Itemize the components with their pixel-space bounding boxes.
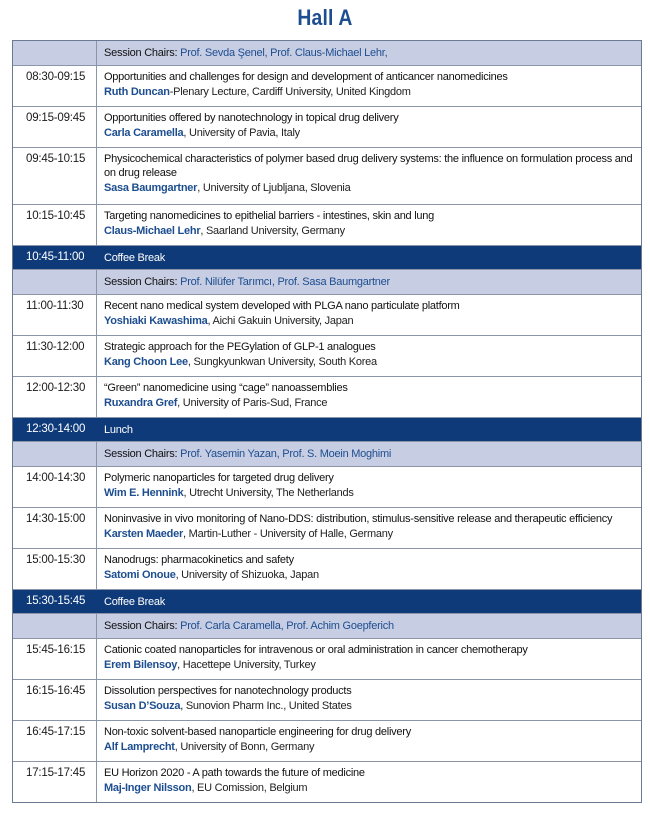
chair-names: Prof. Carla Caramella, Prof. Achim Goepferich	[180, 620, 394, 632]
speaker-line	[104, 568, 633, 582]
session-chairs-row	[13, 41, 641, 66]
time-cell: 11:30-12:00	[13, 336, 97, 376]
time-cell	[13, 442, 97, 466]
speaker-affiliation: , Martin-Luther - University of Halle, Germany	[183, 528, 393, 540]
schedule-row	[13, 467, 641, 508]
time-cell: 09:45-10:15	[13, 148, 97, 204]
talk-title: Physicochemical characteristics of polymer based drug delivery systems: the influence on formulation process and on drug release	[104, 153, 633, 179]
time-cell	[13, 270, 97, 294]
schedule-row	[13, 148, 641, 205]
chairs-label: Session Chairs:	[104, 620, 178, 632]
schedule-table	[12, 40, 642, 803]
talk-cell	[97, 508, 641, 548]
talk-title: Polymeric nanoparticles for targeted drug delivery	[104, 472, 334, 484]
speaker-name: Satomi Onoue	[104, 569, 176, 581]
speaker-line	[104, 224, 633, 238]
speaker-line	[104, 658, 633, 672]
speaker-affiliation: , Saarland University, Germany	[200, 225, 345, 237]
speaker-name: Kang Choon Lee	[104, 356, 188, 368]
schedule-row	[13, 336, 641, 377]
speaker-affiliation: , University of Bonn, Germany	[174, 741, 315, 753]
speaker-affiliation: , Aichi Gakuin University, Japan	[207, 315, 354, 327]
talk-title: Nanodrugs: pharmacokinetics and safety	[104, 554, 294, 566]
speaker-name: Susan D’Souza	[104, 700, 181, 712]
break-label: Coffee Break	[104, 252, 166, 264]
talk-cell	[97, 336, 641, 376]
speaker-line	[104, 740, 633, 754]
time-cell	[13, 41, 97, 65]
speaker-line	[104, 699, 633, 713]
schedule-row	[13, 721, 641, 762]
speaker-name: Wim E. Hennink	[104, 487, 184, 499]
speaker-line	[104, 126, 633, 140]
talk-cell	[97, 148, 641, 204]
talk-cell	[97, 66, 641, 106]
speaker-affiliation: , Hacettepe University, Turkey	[177, 659, 316, 671]
talk-title: EU Horizon 2020 - A path towards the future of medicine	[104, 767, 365, 779]
speaker-name: Karsten Maeder	[104, 528, 184, 540]
schedule-row	[13, 549, 641, 590]
break-row	[13, 418, 641, 442]
talk-cell	[97, 762, 641, 802]
time-cell: 14:00-14:30	[13, 467, 97, 507]
session-chairs-row	[13, 270, 641, 295]
speaker-line	[104, 355, 633, 369]
speaker-name: Sasa Baumgartner	[104, 182, 198, 194]
time-cell: 17:15-17:45	[13, 762, 97, 802]
talk-title: Opportunities offered by nanotechnology in topical drug delivery	[104, 112, 399, 124]
speaker-line	[104, 181, 633, 195]
speaker-name: Alf Lamprecht	[104, 741, 175, 753]
talk-cell	[97, 295, 641, 335]
break-label: Coffee Break	[104, 596, 166, 608]
time-cell	[13, 614, 97, 638]
speaker-affiliation: , University of Paris-Sud, France	[177, 397, 328, 409]
talk-cell	[97, 205, 641, 245]
talk-cell	[97, 467, 641, 507]
chair-names: Prof. Yasemin Yazan, Prof. S. Moein Moghimi	[180, 448, 392, 460]
break-row	[13, 246, 641, 270]
hall-title: Hall A	[297, 5, 353, 30]
time-cell: 15:30-15:45	[13, 590, 97, 613]
schedule-row	[13, 508, 641, 549]
time-cell: 10:45-11:00	[13, 246, 97, 269]
session-chairs	[97, 270, 641, 294]
talk-title: Non-toxic solvent-based nanoparticle engineering for drug delivery	[104, 726, 411, 738]
talk-title: Cationic coated nanoparticles for intravenous or oral administration in cancer chemotherapy	[104, 644, 528, 656]
talk-title: Targeting nanomedicines to epithelial barriers - intestines, skin and lung	[104, 210, 435, 222]
time-cell: 12:00-12:30	[13, 377, 97, 417]
schedule-row	[13, 295, 641, 336]
schedule-row	[13, 107, 641, 148]
talk-cell	[97, 107, 641, 147]
speaker-name: Carla Caramella	[104, 127, 184, 139]
time-cell: 11:00-11:30	[13, 295, 97, 335]
chairs-label: Session Chairs:	[104, 448, 178, 460]
talk-cell	[97, 639, 641, 679]
speaker-name: Claus-Michael Lehr	[104, 225, 201, 237]
speaker-affiliation: , University of Shizuoka, Japan	[175, 569, 319, 581]
time-cell: 08:30-09:15	[13, 66, 97, 106]
speaker-line	[104, 396, 633, 410]
talk-title: Opportunities and challenges for design and development of anticancer nanomedicines	[104, 71, 508, 83]
speaker-line	[104, 527, 633, 541]
speaker-affiliation: , University of Pavia, Italy	[183, 127, 300, 139]
chairs-label: Session Chairs:	[104, 47, 178, 59]
time-cell: 09:15-09:45	[13, 107, 97, 147]
talk-title: Noninvasive in vivo monitoring of Nano-DDS: distribution, stimulus-sensitive release and therapeutic efficiency	[104, 513, 613, 525]
time-cell: 16:15-16:45	[13, 680, 97, 720]
speaker-affiliation: -Plenary Lecture, Cardiff University, United Kingdom	[169, 86, 411, 98]
chair-names: Prof. Nilüfer Tarımcı, Prof. Sasa Baumgartner	[180, 276, 390, 288]
session-chairs	[97, 442, 641, 466]
schedule-row	[13, 377, 641, 418]
talk-cell	[97, 680, 641, 720]
time-cell: 12:30-14:00	[13, 418, 97, 441]
break-label: Lunch	[104, 424, 133, 436]
chair-names: Prof. Sevda Şenel, Prof. Claus-Michael Lehr,	[180, 47, 388, 59]
speaker-line	[104, 486, 633, 500]
speaker-name: Ruth Duncan	[104, 86, 170, 98]
speaker-name: Ruxandra Gref	[104, 397, 178, 409]
talk-title: Recent nano medical system developed with PLGA nano particulate platform	[104, 300, 460, 312]
speaker-name: Erem Bilensoy	[104, 659, 178, 671]
speaker-affiliation: , Utrecht University, The Netherlands	[183, 487, 354, 499]
speaker-line	[104, 781, 633, 795]
time-cell: 16:45-17:15	[13, 721, 97, 761]
break-row	[13, 590, 641, 614]
speaker-affiliation: , University of Ljubljana, Slovenia	[197, 182, 351, 194]
talk-cell	[97, 721, 641, 761]
speaker-name: Maj-Inger Nilsson	[104, 782, 192, 794]
talk-title: Strategic approach for the PEGylation of GLP-1 analogues	[104, 341, 376, 353]
speaker-name: Yoshiaki Kawashima	[104, 315, 208, 327]
time-cell: 10:15-10:45	[13, 205, 97, 245]
time-cell: 15:45-16:15	[13, 639, 97, 679]
speaker-line	[104, 85, 633, 99]
session-chairs	[97, 614, 641, 638]
talk-title: Dissolution perspectives for nanotechnology products	[104, 685, 352, 697]
session-chairs	[97, 41, 641, 65]
schedule-row	[13, 639, 641, 680]
speaker-affiliation: , Sungkyunkwan University, South Korea	[187, 356, 377, 368]
time-cell: 15:00-15:30	[13, 549, 97, 589]
session-chairs-row	[13, 614, 641, 639]
schedule-row	[13, 66, 641, 107]
talk-title: “Green” nanomedicine using “cage” nanoassemblies	[104, 382, 348, 394]
speaker-line	[104, 314, 633, 328]
schedule-row	[13, 680, 641, 721]
chairs-label: Session Chairs:	[104, 276, 178, 288]
speaker-affiliation: , Sunovion Pharm Inc., United States	[180, 700, 352, 712]
speaker-affiliation: , EU Comission, Belgium	[191, 782, 308, 794]
schedule-row	[13, 205, 641, 246]
session-chairs-row	[13, 442, 641, 467]
time-cell: 14:30-15:00	[13, 508, 97, 548]
schedule-row	[13, 762, 641, 802]
talk-cell	[97, 377, 641, 417]
talk-cell	[97, 549, 641, 589]
